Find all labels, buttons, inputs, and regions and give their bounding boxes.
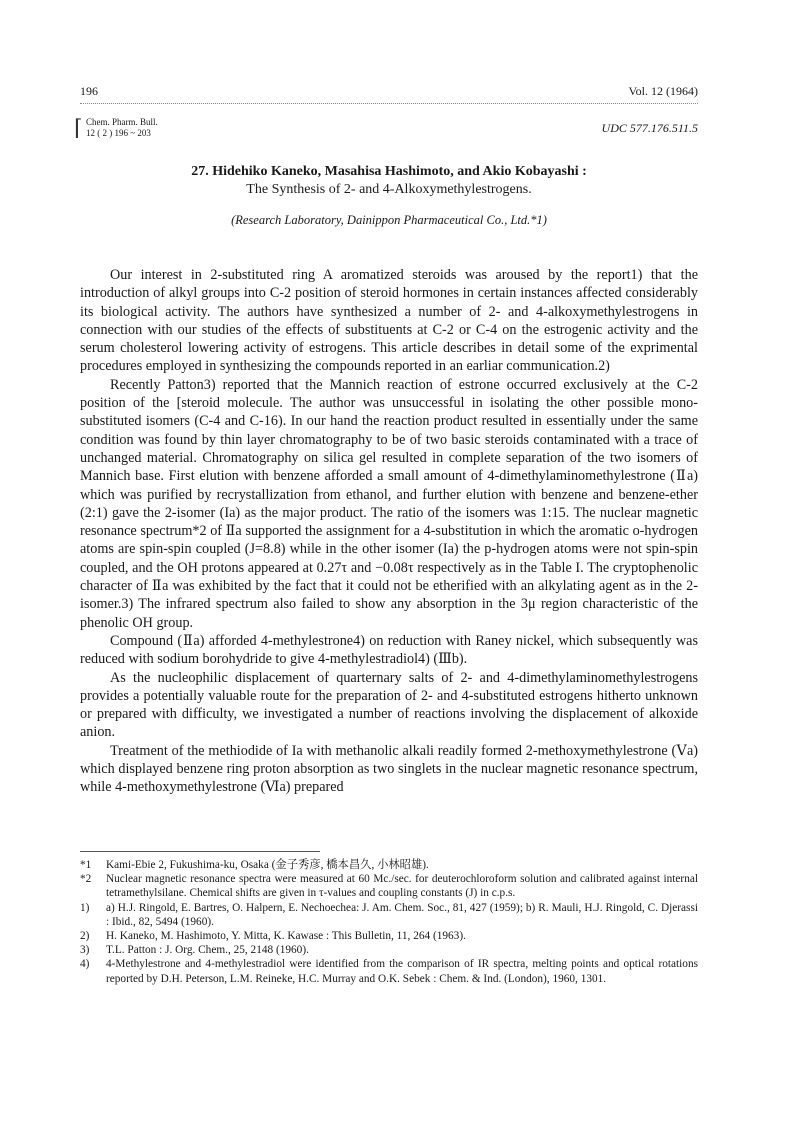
- footnote-marker: 3): [80, 944, 90, 957]
- footnote-text: Nuclear magnetic resonance spectra were measured at 60 Mc./sec. for deuterochloroform solution and calibrated against internal tetramethylsilane. Chemical shifts are given in τ-values and coupling constants (J) in c.p.s.: [106, 873, 698, 900]
- footnote-marker: 4): [80, 958, 90, 971]
- page-number: 196: [80, 84, 98, 98]
- article-authors: 27. Hidehiko Kaneko, Masahisa Hashimoto, and Akio Kobayashi :: [191, 164, 587, 179]
- body-paragraph: As the nucleophilic displacement of quarternary salts of 2- and 4-dimethylaminomethylestrogens provides a potentially valuable route for the preparation of 2- and 4-substituted estrogens hitherto unknown or prepared with difficulty, we investigated a number of reactions involving the displacement of alkoxide anion.: [80, 669, 698, 741]
- body-paragraph: Recently Patton3) reported that the Mannich reaction of estrone occurred exclusively at the C-2 position of the [steroid molecule. The author was unsuccessful in isolating the other possible mono-substituted isomers (C-4 and C-16). In our hand the reaction product resulted in essentially under the same condition was found by thin layer chromatography to be of two basic steroids contaminated with a trace of unchanged material. Chromatography on silica gel resulted in complete separation of the two isomers of Mannich base. First elution with benzene afforded a small amount of 4-dimethylaminomethylestrone (Ⅱa) which was purified by recrystallization from ethanol, and further elution with benzene and benzene-ether (2:1) gave the 2-isomer (Ia) as the major product. The ratio of the isomers was 1:15. The nuclear magnetic resonance spectrum*2 of Ⅱa supported the assignment for a 4-substitution in which the aromatic o-hydrogen atoms are spin-spin coupled (J=8.8) while in the other isomer (Ia) the p-hydrogen atoms were not spin-spin coupled, and the OH protons appeared at 0.27τ and −0.08τ respectively as in the Table I. The cryptophenolic character of Ⅱa was exhibited by the fact that it could not be etherified with an alkylating agent as in the 2-isomer.3) The infrared spectrum also failed to show any absorption in the 3μ region characteristic of the phenolic OH group.: [80, 376, 698, 631]
- footnote-text: a) H.J. Ringold, E. Bartres, O. Halpern, E. Nechoechea: J. Am. Chem. Soc., 81, 427 (1959); b) R. Mauli, H.J. Ringold, C. Djerassi : Ibid., 82, 5494 (1960).: [106, 901, 698, 928]
- footnote-text: H. Kaneko, M. Hashimoto, Y. Mitta, K. Kawase : This Bulletin, 11, 264 (1963).: [106, 930, 466, 943]
- footnote-text: T.L. Patton : J. Org. Chem., 25, 2148 (1960).: [106, 944, 309, 957]
- title-block: [80, 163, 698, 228]
- volume-label: Vol. 12 (1964): [628, 84, 698, 98]
- article-body: [80, 266, 698, 797]
- body-paragraph: Treatment of the methiodide of Ia with methanolic alkali readily formed 2-methoxymethylestrone (Ⅴa) which displayed benzene ring proton absorption as two singlets in the nuclear magnetic resonance spectrum, while 4-methoxymethylestrone (Ⅵa) prepared: [80, 742, 698, 796]
- footnote-marker: 1): [80, 901, 90, 914]
- footnote: [80, 872, 698, 900]
- udc-code: UDC 577.176.511.5: [601, 121, 698, 135]
- footnote: [80, 901, 698, 929]
- body-paragraph: Our interest in 2-substituted ring A aromatized steroids was aroused by the report1) that the introduction of alkyl groups into C-2 position of steroid hormones in certain instances affected considerably its biological activity. The authors have synthesized a number of 2- and 4-alkoxymethylestrogens in connection with our studies of the effects of substituents at C-2 or C-4 on the estrogenic activity and the serum cholesterol lowering activity of estrogens. This article describes in detail some of the exprimental procedures employed in synthesizing the compounds reported in an earliar communication.2): [80, 267, 698, 375]
- footnote-rule: [80, 851, 320, 852]
- footnote-text: Kami-Ebie 2, Fukushima-ku, Osaka (金子秀彦, 橋本昌久, 小林昭雄).: [106, 859, 429, 871]
- article-title: The Synthesis of 2- and 4-Alkoxymethylestrogens.: [246, 182, 532, 197]
- footnote: [80, 929, 698, 943]
- footnote: [80, 858, 698, 872]
- footnote-marker: *1: [80, 859, 92, 871]
- body-paragraph: Compound (Ⅱa) afforded 4-methylestrone4) on reduction with Raney nickel, which subsequently was reduced with sodium borohydride to give 4-methylestradiol4) (Ⅲb).: [80, 632, 698, 668]
- article-affiliation: (Research Laboratory, Dainippon Pharmaceutical Co., Ltd.*1): [231, 213, 547, 227]
- header-rule: [80, 103, 698, 104]
- footnote: [80, 957, 698, 985]
- footnotes: [80, 858, 698, 986]
- footnote: [80, 943, 698, 957]
- journal-issue: 12 ( 2 ) 196 ~ 203: [86, 128, 151, 138]
- journal-reference: [74, 115, 158, 140]
- journal-name: Chem. Pharm. Bull.: [86, 117, 158, 127]
- footnote-text: 4-Methylestrone and 4-methylestradiol were identified from the comparison of IR spectra, melting points and optical rotations reported by D.H. Peterson, L.M. Reineke, H.C. Murray and O.K. Sebek : Chem. & Ind. (London), 1960, 1301.: [106, 958, 698, 985]
- left-bracket: ⌈: [74, 115, 83, 140]
- footnote-marker: 2): [80, 930, 90, 943]
- footnote-marker: *2: [80, 873, 92, 886]
